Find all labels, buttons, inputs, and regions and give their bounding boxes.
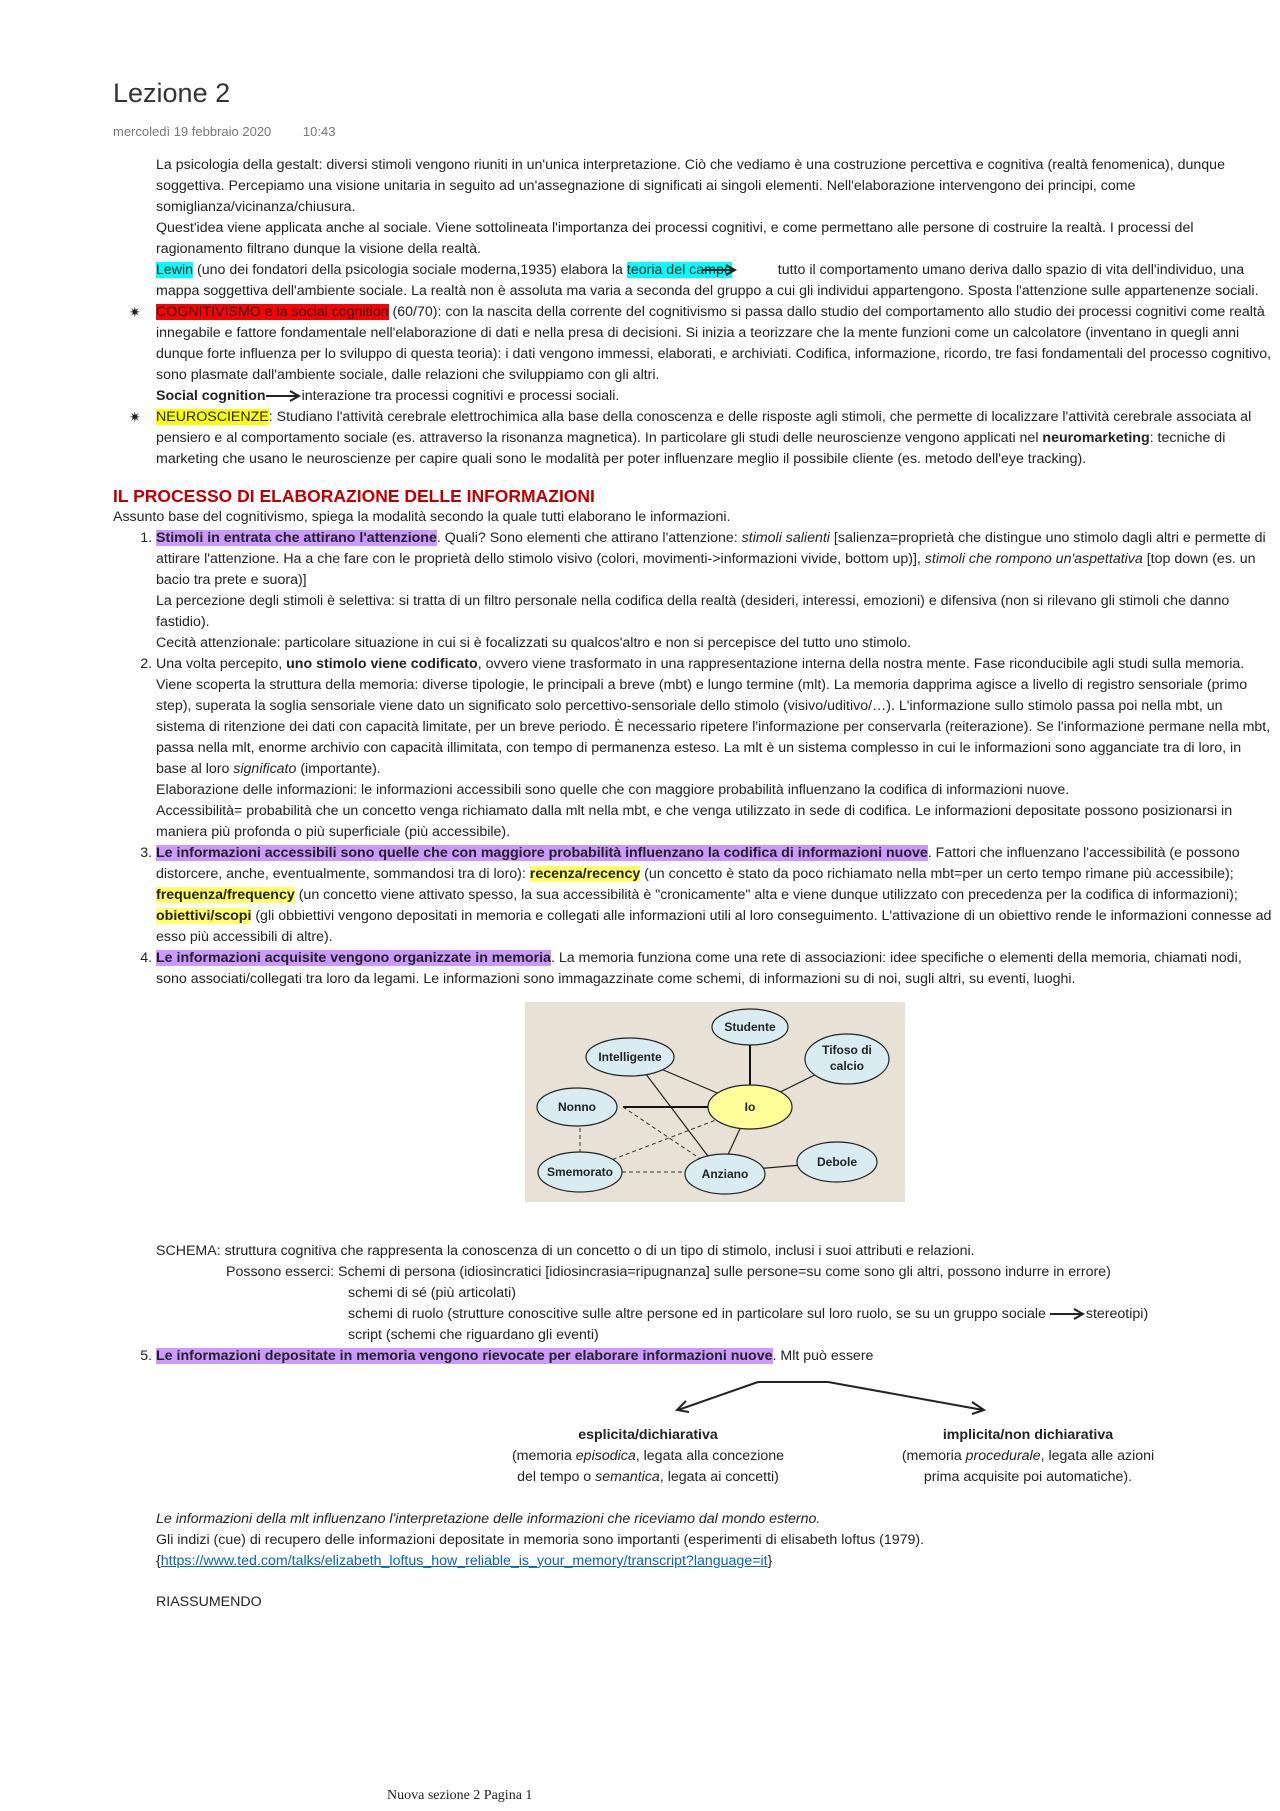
- arrow-right-icon: [266, 390, 302, 402]
- social-cognition-term: Social cognition: [156, 388, 266, 404]
- node-label: Nonno: [558, 1100, 596, 1114]
- lewin-highlight: Lewin: [156, 262, 194, 278]
- intro-paragraph-lewin: Lewin (uno dei fondatori della psicologia sociale moderna,1935) elabora la teoria del campo tutto il comportamento umano deriva dallo spazio di vita dell'individuo, una mappa soggettiva dell'ambiente sociale. La realtà non è assoluta ma varia a seconda del gruppo a cui gli individui appartengono. Sposta l'attenzione sulle appartenenze sociali.: [156, 262, 1259, 299]
- page-date: mercoledì 19 febbraio 2020: [113, 124, 272, 139]
- list-item: 2. Una volta percepito, uno stimolo viene codificato, ovvero viene trasformato in una rappresentazione interna della nostra mente. Fase riconducibile agli studi sulla memoria. Viene scoperta la struttura della memoria: diverse tipologie, le principali a breve (mbt) e lungo termine (mlt). La memoria dapprima agisce a livello di registro sensoriale (primo step), superata la soglia sensoriale viene dato un significato solo percettivo-sensoriale dello stimolo (visivo/uditivo/…). L'informazione sullo stimolo passa poi nella mbt, un sistema di ritenzione dei dati con capacità limitate, per un breve periodo. È necessario ripetere l'informazione per conservarla (reiterazione). Se l'informazione permane nella mbt, passa nella mlt, enorme archivio con capacità illimitata, con tempo di permanenza esteso. La mlt è un sistema complesso in cui le informazioni sono agganciate tra di loro, in base al loro significato (importante). Elaborazione delle informazioni: le informazioni accessibili sono quelle che con maggiore probabilità influenzano la codifica di informazioni nuove. Accessibilità= probabilità che un concetto venga richiamato dalla mlt nella mbt, e che venga utilizzato in sede di codifica. Le informazioni depositate possono posizionarsi in maniera più profonda o più superficiale (più accessibile).: [156, 654, 1273, 843]
- star-bullet-icon: ✷: [129, 409, 141, 425]
- list-item: 3. Le informazioni accessibili sono quelle che con maggiore probabilità influenzano la codifica di informazioni nuove. Fattori che influenzano l'accessibilità (e possono distorcere, anche, eventualmente, sommandosi tra di loro): recenza/recency (un concetto è stato da poco richiamato nella mbt=per un certo tempo rimane più accessibile); frequenza/frequency (un concetto viene attivato spesso, la sua accessibilità è "cronicamente" alta e viene dunque utilizzato con precedenza per la codifica di informazioni); obiettivi/scopi (gli obbiettivi vengono depositati in memoria e collegati alle informazioni utili al loro conseguimento. L'attivazione di un obiettivo rende le informazioni connesse ad esso più accessibili di altre).: [156, 843, 1273, 948]
- node-label: Smemorato: [546, 1165, 614, 1179]
- intro-paragraph-gestalt: La psicologia della gestalt: diversi stimoli vengono riuniti in un'unica interpretazione. Ciò che vediamo è una costruzione percettiva e cognitiva (realtà fenomenica), dunque soggettiva. Percepiamo una visione unitaria in seguito ad un'assegnazione di significati ai singoli elementi. Nell'elaborazione intervengono dei principi, come somiglianza/vicinanza/chiusura.: [156, 157, 1225, 215]
- section-intro: Assunto base del cognitivismo, spiega la modalità secondo la quale tutti elaborano le informazioni.: [113, 509, 731, 525]
- star-bullet-icon: ✷: [129, 304, 141, 320]
- bullet-neuroscienze: ✷ NEUROSCIENZE: Studiano l'attività cerebrale elettrochimica alla base della conoscenza e delle risposte agli stimoli, che permette di localizzare l'attività cerebrale associata al pensiero e al comportamento sociale (es. attraverso la risonanza magnetica). In particolare gli studi delle neuroscienze vengono applicati nel neuromarketing: tecniche di marketing che usano le neuroscienze per capire quali sono le modalità per poter influenzare meglio il possibile cliente (es. metodo dell'eye tracking).: [129, 409, 1252, 467]
- page-time: 10:43: [302, 124, 336, 139]
- neuroscienze-highlight: NEUROSCIENZE: [156, 409, 269, 425]
- branch-arrows: [113, 1367, 1273, 1417]
- list-item: 4. Le informazioni acquisite vengono organizzate in memoria. La memoria funziona come una rete di associazioni: idee specifiche o elementi della memoria, chiamati nodi, sono associati/collegati tra loro da legami. Le informazioni sono immagazzinate come schemi, di informazioni su di noi, sugli altri, su eventi, luoghi.: [156, 948, 1273, 990]
- arrow-right-icon: [702, 264, 738, 276]
- branch-explicit: esplicita/dichiarativa (memoria episodica, legata alla concezione del tempo o semantica, legata ai concetti): [511, 1427, 785, 1485]
- schema-type-item: script (schemi che riguardano gli eventi): [348, 1327, 599, 1343]
- node-label: Tifoso di: [822, 1043, 872, 1057]
- riassumendo-label: RIASSUMENDO: [156, 1594, 262, 1610]
- memory-network-diagram: [525, 1002, 905, 1202]
- schema-type-item: schemi di ruolo (strutture conoscitive sulle altre persone ed in particolare sul loro ruolo, se su un gruppo sociale stereotipi): [348, 1306, 1149, 1322]
- process-list-continued: [113, 1346, 1273, 1367]
- closing-paragraph: Gli indizi (cue) di recupero delle informazioni depositate in memoria sono importanti (esperimenti di elisabeth loftus (1979).: [156, 1532, 925, 1548]
- node-label: Debole: [816, 1155, 858, 1169]
- intro-paragraph-social: Quest'idea viene applicata anche al sociale. Viene sottolineata l'importanza dei processi cognitivi, e come permettano alle persone di costruire la realtà. I processi del ragionamento filtrano dunque la visione della realtà.: [156, 220, 1194, 257]
- list-item: 5. Le informazioni depositate in memoria vengono rievocate per elaborare informazioni nuove. Mlt può essere: [156, 1346, 1273, 1367]
- arrow-right-icon: [1050, 1308, 1086, 1320]
- note-body: [113, 155, 1273, 1613]
- page-title: Lezione 2: [113, 78, 231, 108]
- node-label: Studente: [724, 1020, 776, 1034]
- list-item: 1. Stimoli in entrata che attirano l'attenzione. Quali? Sono elementi che attirano l'attenzione: stimoli salienti [salienza=proprietà che distingue uno stimolo dagli altri e permette di attirare l'attenzione. Ha a che fare con le proprietà dello stimolo visivo (colori, movimenti->informazioni vivide, bottom up)], stimoli che rompono un'aspettativa [top down (es. un bacio tra prete e suora)] La percezione degli stimoli è selettiva: si tratta di un filtro personale nella codifica della realtà (desideri, interessi, emozioni) e difensiva (non si rilevano gli stimoli che danno fastidio). Cecità attenzionale: particolare situazione in cui si è focalizzati su qualcos'altro e non si percepisce del tutto uno stimolo.: [156, 528, 1273, 654]
- page-timestamp: [113, 124, 335, 139]
- branch-implicit: implicita/non dichiarativa (memoria procedurale, legata alle azioni prima acquisite poi automatiche).: [901, 1427, 1155, 1485]
- teoria-campo-highlight: teoria del campo: [626, 262, 732, 278]
- process-list: [113, 528, 1273, 990]
- node-label: calcio: [829, 1059, 865, 1073]
- section-heading: IL PROCESSO DI ELABORAZIONE DELLE INFORMAZIONI: [113, 486, 595, 506]
- bullet-cognitivismo: ✷ COGNITIVISMO e la social cognition (60/70): con la nascita della corrente del cognitivismo si passa dallo studio del comportamento allo studio dei processi cognitivi come realtà innegabile e fattore fondamentale nell'elaborazione di dati e nella presa di decisioni. Si inizia a teorizzare che la mente funzioni come un calcolatore (inventano in quegli anni dunque forte influenza per lo sviluppo di questa teoria): i dati vengono immessi, elaborati, e archiviati. Codifica, informazione, ricordo, tre fasi fondamentali del processo cognitivo, sono plasmate dall'ambiente sociale, dalle relazioni che sviluppiamo con gli altri. Social cognition interazione tra processi cognitivi e processi sociali.: [129, 304, 1272, 404]
- closing-link-line: {https://www.ted.com/talks/elizabeth_loftus_how_reliable_is_your_memory/transcript?language=it}: [156, 1553, 773, 1569]
- node-label: Anziano: [701, 1167, 749, 1181]
- schema-type-item: schemi di sé (più articolati): [348, 1285, 516, 1301]
- schema-definition: SCHEMA: struttura cognitiva che rappresenta la conoscenza di un concetto o di un tipo di stimolo, inclusi i suoi attributi e relazioni.: [156, 1243, 975, 1259]
- schema-types: Possono esserci: Schemi di persona (idiosincratici [idiosincrasia=ripugnanza] sulle persone=su come sono gli altri, possono indurre in errore): [226, 1264, 1111, 1280]
- cognitivismo-highlight: COGNITIVISMO e la social cognition: [156, 304, 389, 320]
- closing-italic: Le informazioni della mlt influenzano l'interpretazione delle informazioni che riceviamo dal mondo esterno.: [156, 1511, 821, 1527]
- memory-types-branch: [113, 1367, 1273, 1497]
- node-label: Intelligente: [598, 1050, 662, 1064]
- ted-talk-link[interactable]: https://www.ted.com/talks/elizabeth_loftus_how_reliable_is_your_memory/transcript?language=it: [160, 1553, 768, 1569]
- node-label: Io: [744, 1100, 756, 1114]
- page-footer: Nuova sezione 2 Pagina 1: [387, 1788, 533, 1803]
